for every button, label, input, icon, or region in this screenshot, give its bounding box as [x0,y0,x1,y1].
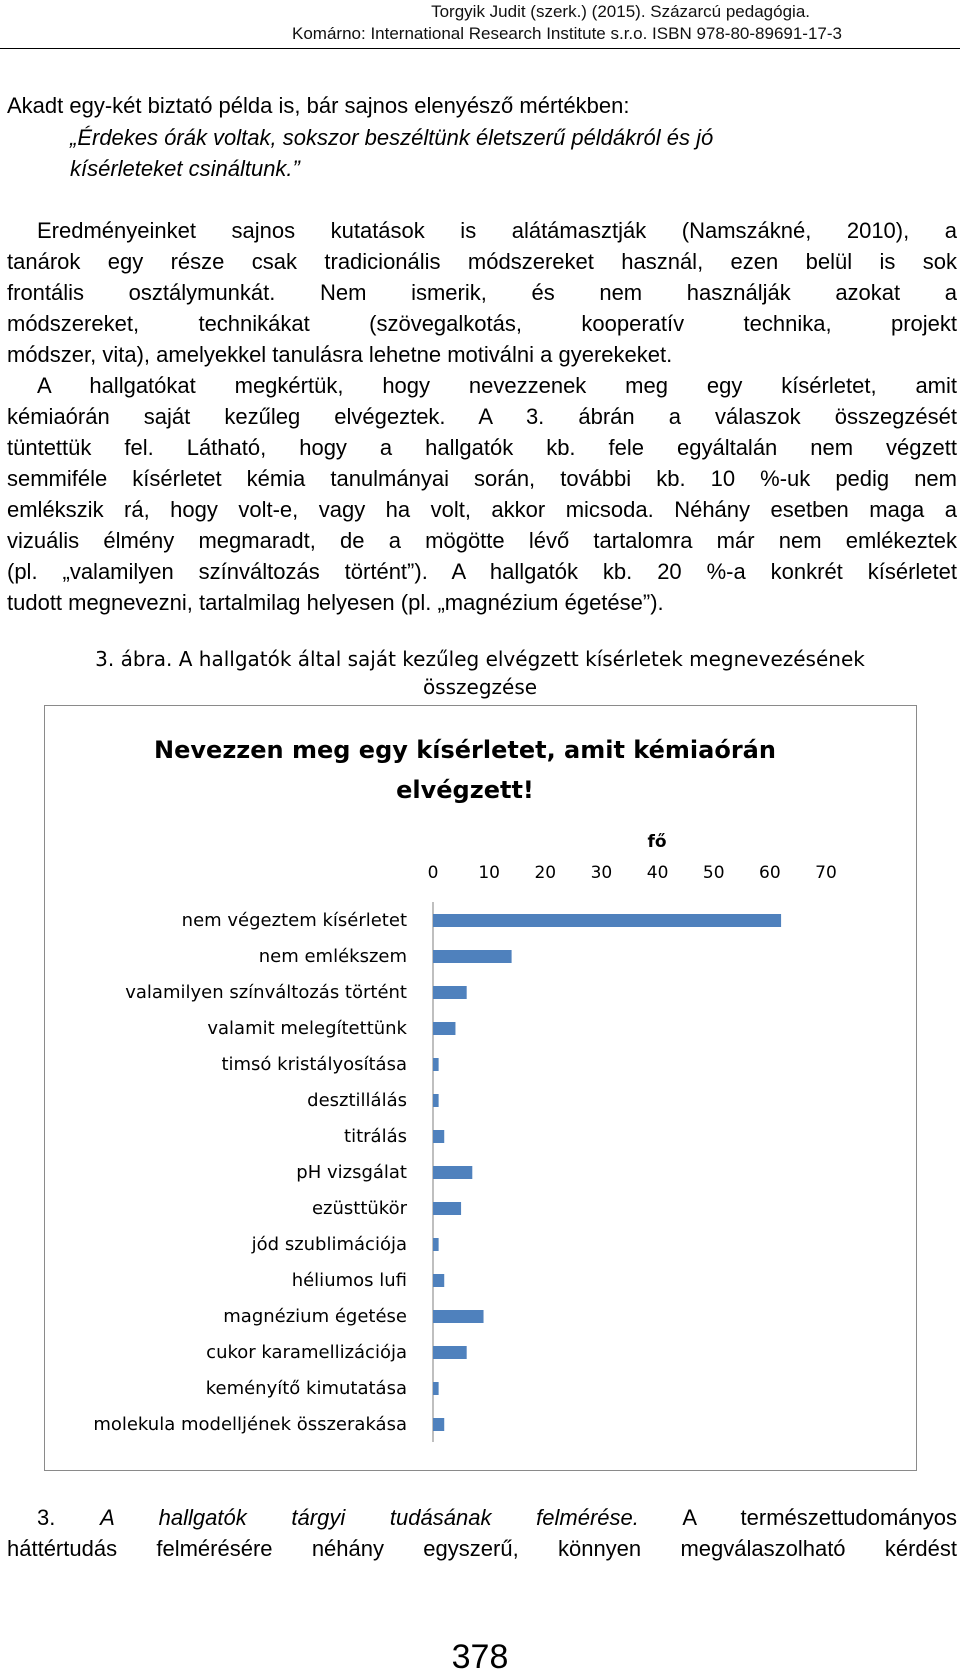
paragraph-line: (pl. „valamilyen színváltozás történt”). A hallgatók kb. 20 %-a konkrét kísérletet [7,559,957,584]
category-label: nem emlékszem [258,946,407,967]
intro-sentence: Akadt egy-két biztató példa is, bár sajnos elenyésző mértékben: [7,93,630,118]
x-axis-label: fő [647,832,667,852]
paragraph-line: tanárok egy része csak tradicionális módszereket használ, ezen belül is sok [7,249,957,274]
category-label: desztillálás [307,1090,407,1111]
category-label: molekula modelljének összerakása [93,1414,407,1435]
category-label: pH vizsgálat [296,1162,407,1183]
x-tick-label: 30 [590,863,613,883]
x-tick-label: 60 [759,863,781,883]
paragraph-line: módszer, vita), amelyekkel tanulásra lehetne motiválni a gyerekeket. [7,342,673,367]
x-tick-label: 50 [702,863,725,883]
x-tick-label: 10 [478,863,500,883]
paragraph-line: módszereket, technikákat (szövegalkotás, kooperatív technika, projekt [7,311,957,336]
category-label: valamilyen színváltozás történt [125,982,407,1003]
figure-caption-line-2: összegzése [422,675,538,699]
paragraph-line: Eredményeinket sajnos kutatások is alátámasztják (Namszákné, 2010), a [37,218,957,243]
bar [433,1310,484,1323]
category-label: nem végeztem kísérletet [181,910,407,931]
paragraph-line: frontális osztálymunkát. Nem ismerik, és nem használják azokat a [7,280,957,305]
category-label: keményítő kimutatása [205,1378,407,1399]
category-label: héliumos lufi [291,1270,407,1291]
student-quote-line-1: „Érdekes órák voltak, sokszor beszéltünk életszerű példákról és jó [70,125,714,150]
bar-chart [45,706,915,1469]
bar [433,914,781,927]
chart-title-line-1: Nevezzen meg egy kísérletet, amit kémiaórán [154,736,776,764]
x-tick-label: 0 [427,863,439,883]
x-tick-label: 70 [815,863,837,883]
paragraph-line: háttértudás felmérésére néhány egyszerű, könnyen megválaszolható kérdést [7,1536,957,1561]
bar [433,1346,467,1359]
category-label: cukor karamellizációja [206,1342,407,1363]
section-3-title: A hallgatók tárgyi tudásának felmérése. [100,1505,639,1530]
bar [433,1418,444,1431]
x-tick-label: 40 [646,863,669,883]
running-header-citation: Torgyik Judit (szerk.) (2015). Százarcú pedagógia. [431,2,810,21]
bar [433,1238,439,1251]
bar [433,1130,444,1143]
paragraph-line: tudott megnevezni, tartalmilag helyesen (pl. „magnézium égetése”). [7,590,664,615]
paragraph-line: emlékszik rá, hogy volt-e, vagy ha volt, akkor micsoda. Néhány esetben maga a [7,497,957,522]
paragraph-line: A hallgatókat megkértük, hogy nevezzenek meg egy kísérletet, amit [37,373,957,398]
category-label: valamit melegítettünk [207,1018,407,1039]
section-3-heading-line [7,1502,957,1533]
results-paragraph [7,215,957,618]
paragraph-line: vizuális élmény megmaradt, de a mögötte lévő tartalomra már nem emlékeztek [7,528,957,553]
paragraph-line: tüntettük fel. Látható, hogy a hallgatók kb. fele egyáltalán nem végzett [7,435,957,460]
student-quote [70,122,950,184]
section-3-rest: A természettudományos [682,1505,957,1530]
bar [433,1202,461,1215]
category-label: timsó kristályosítása [221,1054,407,1075]
bar [433,1382,439,1395]
figure-caption [50,645,910,701]
paragraph-line: kémiaórán saját kezűleg elvégeztek. A 3. ábrán a válaszok összegzését [7,404,957,429]
bar [433,950,512,963]
bar [433,1022,455,1035]
bar [433,1094,439,1107]
running-header-publisher: Komárno: International Research Institute s.r.o. ISBN 978-80-89691-17-3 [292,24,842,43]
header-rule [0,48,960,49]
category-label: magnézium égetése [223,1306,407,1327]
chart-frame [44,705,917,1471]
bar [433,1058,439,1071]
category-label: ezüsttükör [311,1198,407,1219]
section-3-paragraph [7,1502,957,1564]
section-3-number: 3. [37,1505,56,1530]
bar [433,986,467,999]
student-quote-line-2: kísérleteket csináltunk.” [70,156,300,181]
x-tick-label: 20 [534,863,557,883]
page-number: 378 [451,1638,509,1676]
bar [433,1166,472,1179]
figure-caption-line-1: 3. ábra. A hallgatók által saját kezűleg elvégzett kísérletek megnevezésének [95,647,865,671]
category-label: titrálás [344,1126,407,1147]
paragraph-line: semmiféle kísérletet kémia tanulmányai során, további kb. 10 %-uk pedig nem [7,466,957,491]
category-label: jód szublimációja [251,1234,407,1255]
chart-title-line-2: elvégzett! [396,776,534,804]
bar [433,1274,444,1287]
